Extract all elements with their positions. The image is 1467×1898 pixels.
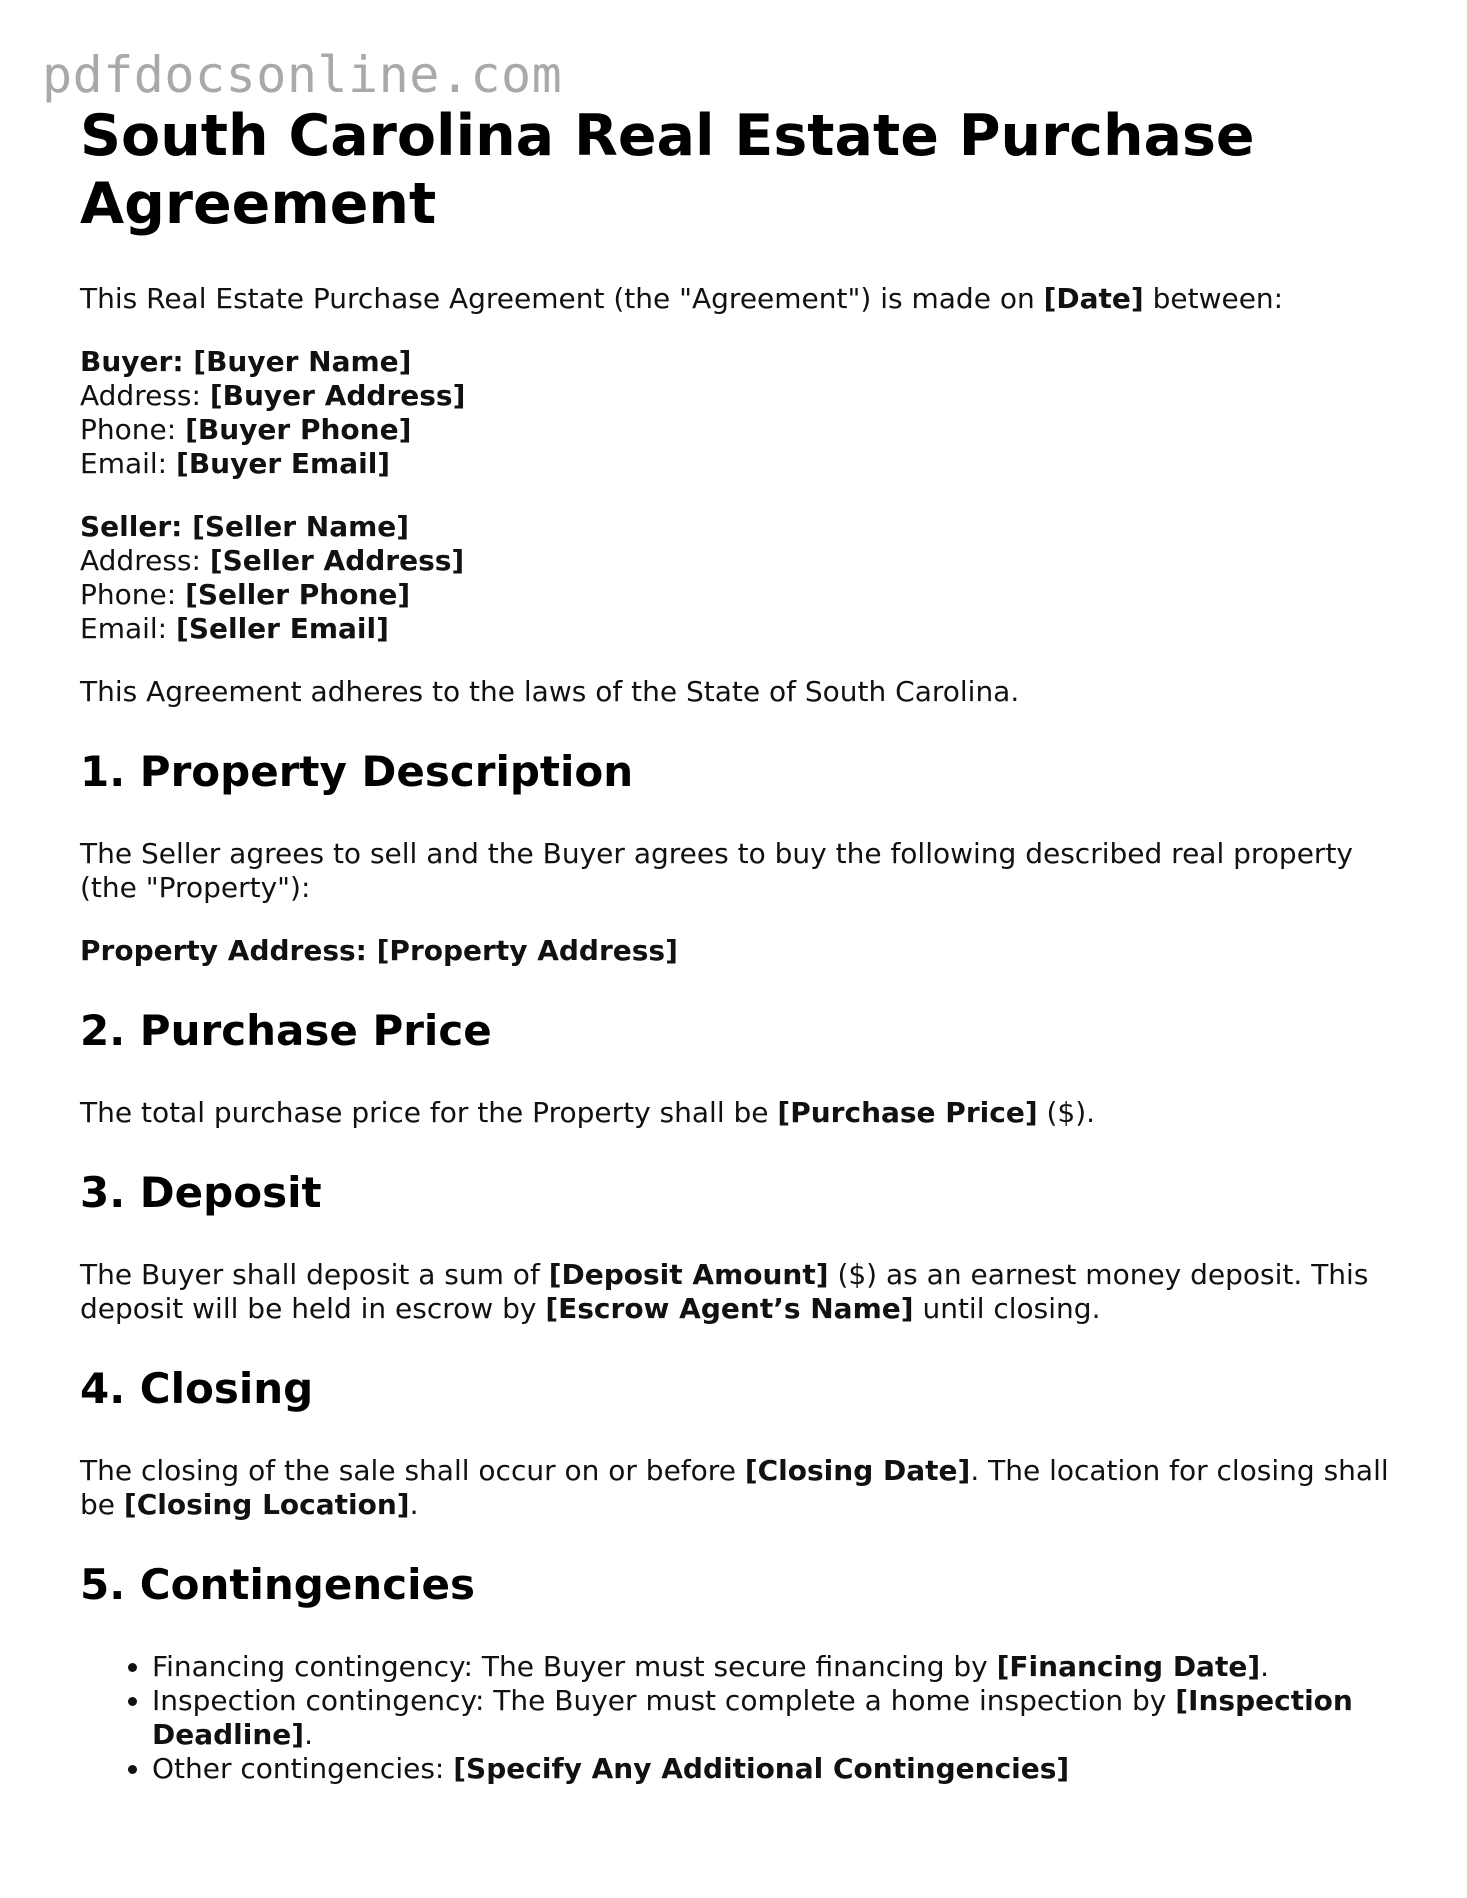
buyer-address-field: [Buyer Address] <box>209 379 466 412</box>
buyer-name-line: Buyer: [Buyer Name] <box>80 345 412 378</box>
section-heading-closing: 4. Closing <box>80 1364 314 1413</box>
section-heading-price: 2. Purchase Price <box>80 1006 492 1055</box>
list-item: • Inspection contingency: The Buyer must complete a home inspection by [Inspection Deadline]. <box>152 1684 1400 1752</box>
closing-paragraph: The closing of the sale shall occur on or before [Closing Date]. The location for closing shall be [Closing Location]. <box>80 1454 1389 1521</box>
intro-text: This Real Estate Purchase Agreement (the "Agreement") is made on <box>80 282 1044 315</box>
buyer-phone-field: [Buyer Phone] <box>185 413 412 446</box>
seller-address-line: Address: [Seller Address] <box>80 544 465 577</box>
intro-paragraph <box>80 282 1400 316</box>
buyer-address-line: Address: [Buyer Address] <box>80 379 466 412</box>
deposit-amount-field: [Deposit Amount] <box>548 1258 829 1291</box>
watermark: pdfdocsonline.com <box>42 46 563 104</box>
governing-law-paragraph: This Agreement adheres to the laws of the State of South Carolina. <box>80 675 1020 708</box>
deposit-paragraph: The Buyer shall deposit a sum of [Deposit Amount] ($) as an earnest money deposit. This deposit will be held in escrow by [Escrow Agent’s Name] until closing. <box>80 1258 1369 1325</box>
buyer-block <box>80 345 1400 481</box>
buyer-email-field: [Buyer Email] <box>176 447 391 480</box>
inspection-deadline-field: [Inspection Deadline] <box>152 1684 1353 1751</box>
financing-date-field: [Financing Date] <box>996 1650 1261 1683</box>
seller-address-field: [Seller Address] <box>209 544 465 577</box>
document-page <box>80 102 1400 1786</box>
additional-contingencies-field: [Specify Any Additional Contingencies] <box>453 1752 1070 1785</box>
property-paragraph: The Seller agrees to sell and the Buyer agrees to buy the following described real property (the "Property"): <box>80 837 1353 904</box>
agreement-date-field: [Date] <box>1043 282 1144 315</box>
document-title: South Carolina Real Estate Purchase Agreement <box>80 103 1255 237</box>
seller-phone-field: [Seller Phone] <box>185 578 411 611</box>
section-heading-deposit: 3. Deposit <box>80 1168 322 1217</box>
closing-location-field: [Closing Location] <box>123 1488 410 1521</box>
seller-block <box>80 510 1400 646</box>
buyer-email-line: Email: [Buyer Email] <box>80 447 391 480</box>
contingencies-list <box>80 1650 1400 1786</box>
list-item: • Financing contingency: The Buyer must secure financing by [Financing Date]. <box>152 1650 1400 1684</box>
list-item: • Other contingencies: [Specify Any Additional Contingencies] <box>152 1752 1400 1786</box>
buyer-phone-line: Phone: [Buyer Phone] <box>80 413 412 446</box>
intro-text-end: between: <box>1143 282 1284 315</box>
property-address-line: Property Address: [Property Address] <box>80 934 678 967</box>
section-heading-contingencies: 5. Contingencies <box>80 1560 475 1609</box>
seller-phone-line: Phone: [Seller Phone] <box>80 578 411 611</box>
purchase-price-field: [Purchase Price] <box>777 1096 1038 1129</box>
seller-email-line: Email: [Seller Email] <box>80 612 389 645</box>
escrow-agent-field: [Escrow Agent’s Name] <box>545 1292 914 1325</box>
seller-email-field: [Seller Email] <box>176 612 389 645</box>
seller-name-line: Seller: [Seller Name] <box>80 510 410 543</box>
closing-date-field: [Closing Date] <box>744 1454 971 1487</box>
price-paragraph: The total purchase price for the Property shall be [Purchase Price] ($). <box>80 1096 1096 1129</box>
section-heading-property: 1. Property Description <box>80 747 634 796</box>
